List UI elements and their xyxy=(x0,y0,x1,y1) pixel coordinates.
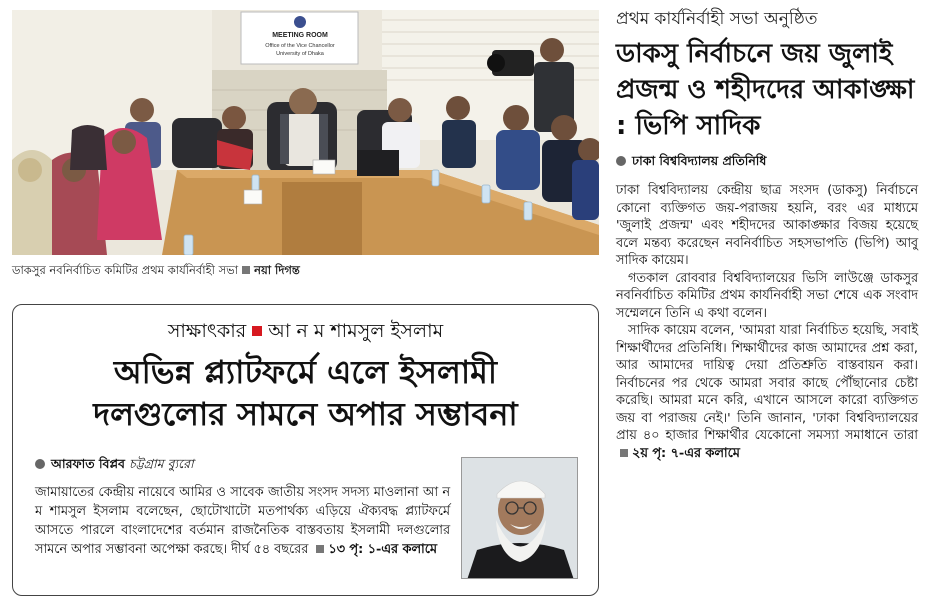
interview-author: আরফাত বিপ্লব xyxy=(51,456,125,471)
interview-kicker-person: আ ন ম শামসুল ইসলাম xyxy=(268,320,444,342)
article-body xyxy=(616,182,918,462)
interview-kicker xyxy=(13,319,598,343)
sign-line-3: University of Dhaka xyxy=(276,51,324,57)
red-square-icon xyxy=(252,326,262,336)
article-paragraph: গতকাল রোববার বিশ্ববিদ্যালয়ের ভিসি লাউঞ্জে ডাকসুর নবনির্বাচিত কমিটির প্রথম কার্যনির্বাহী সভা শেষে এক সংবাদ সম্মেলনে তিনি এ কথা বলেন। xyxy=(616,270,918,321)
article-paragraph-text: সাদিক কায়েম বলেন, 'আমরা যারা নির্বাচিত হয়েছি, সবাই শিক্ষার্থীদের প্রতিনিধি। শিক্ষার্থীদের কাজ আমাদের প্রশ্ন করা, আর আমাদের দায়িত্ব দেয়া প্রতিশ্রুতি বাস্তবায়ন করা। নির্বাচনের পর থেকে আমরা সবার কাছে পৌঁছানোর চেষ্টা করেছি। আমরা মনে করি, এখানে আসলে কারো ব্যক্তিগত জয় বা পরাজয় নেই।' তিনি জানান, 'ঢাকা বিশ্ববিদ্যালয়ের প্রায় ৪০ হাজার শিক্ষার্থীর যেকোনো সমস্যা সমাধানে তারা xyxy=(616,323,918,443)
portrait-illustration xyxy=(462,458,578,579)
interview-kicker-label: সাক্ষাৎকার xyxy=(167,320,247,342)
article-headline: ডাকসু নির্বাচনে জয় জুলাই প্রজন্ম ও শহীদদের আকাঙ্ক্ষা : ভিপি সাদিক xyxy=(616,39,915,141)
interview-headline xyxy=(13,351,598,435)
meeting-photo xyxy=(12,10,599,255)
article-paragraph: ঢাকা বিশ্ববিদ্যালয় কেন্দ্রীয় ছাত্র সংসদ (ডাকসু) নির্বাচনে কোনো ব্যক্তিগত জয়-পরাজয় হয়নি, বরং এর মাধ্যমে 'জুলাই প্রজন্ম' এবং শহীদদের আকাঙ্ক্ষার বিজয় হয়েছে বলে মন্তব্য করেছেন নবনির্বাচিত সহসভাপতি (ভিপি) আবু সাদিক কায়েম। xyxy=(616,183,918,268)
square-icon xyxy=(316,545,324,553)
square-icon xyxy=(242,266,250,274)
interview-headline-line: অভিন্ন প্ল্যাটফর্মে এলে ইসলামী xyxy=(113,353,498,391)
interview-body-text: জামায়াতের কেন্দ্রীয় নায়েবে আমির ও সাবেক জাতীয় সংসদ সদস্য মাওলানা আ ন ম শামসুল ইসলাম বলেছেন, ছোটোখাটো মতপার্থক্য এড়িয়ে ঐক্যবদ্ধ প্ল্যাটফর্মে আসতে পারলে বাংলাদেশের বর্তমান রাজনৈতিক বাস্তবতায় ইসলামী দলগুলোর সামনে অপার সম্ভাবনা অপেক্ষা করছে। দীর্ঘ ৫৪ বছরের xyxy=(35,485,450,557)
interview-byline xyxy=(35,455,194,473)
interview-box xyxy=(12,304,599,596)
photo-caption xyxy=(12,262,602,278)
caption-text: ডাকসুর নবনির্বাচিত কমিটির প্রথম কার্যনির্বাহী সভা xyxy=(12,263,239,277)
bullet-icon xyxy=(616,156,626,166)
interview-bureau: চট্টগ্রাম ব্যুরো xyxy=(128,456,194,471)
interview-body xyxy=(35,483,450,559)
article-paragraph xyxy=(616,322,918,462)
dakshu-article xyxy=(616,8,918,462)
article-continued: ২য় পৃ: ৭-এর কলামে xyxy=(632,445,740,461)
article-kicker: প্রথম কার্যনির্বাহী সভা অনুষ্ঠিত xyxy=(616,9,818,29)
sign-line-2: Office of the Vice Chancellor xyxy=(265,43,335,49)
interview-headline-line: দলগুলোর সামনে অপার সম্ভাবনা xyxy=(93,395,518,433)
bullet-icon xyxy=(35,459,45,469)
article-byline-text: ঢাকা বিশ্ববিদ্যালয় প্রতিনিধি xyxy=(632,153,767,168)
caption-source: নয়া দিগন্ত xyxy=(254,263,300,277)
portrait-photo xyxy=(461,457,578,579)
square-icon xyxy=(620,449,628,457)
meeting-room-illustration xyxy=(12,10,599,255)
sign-line-1: MEETING ROOM xyxy=(272,32,328,39)
interview-continued: ১৩ পৃ: ১-এর কলামে xyxy=(328,542,437,557)
article-byline xyxy=(616,152,918,170)
